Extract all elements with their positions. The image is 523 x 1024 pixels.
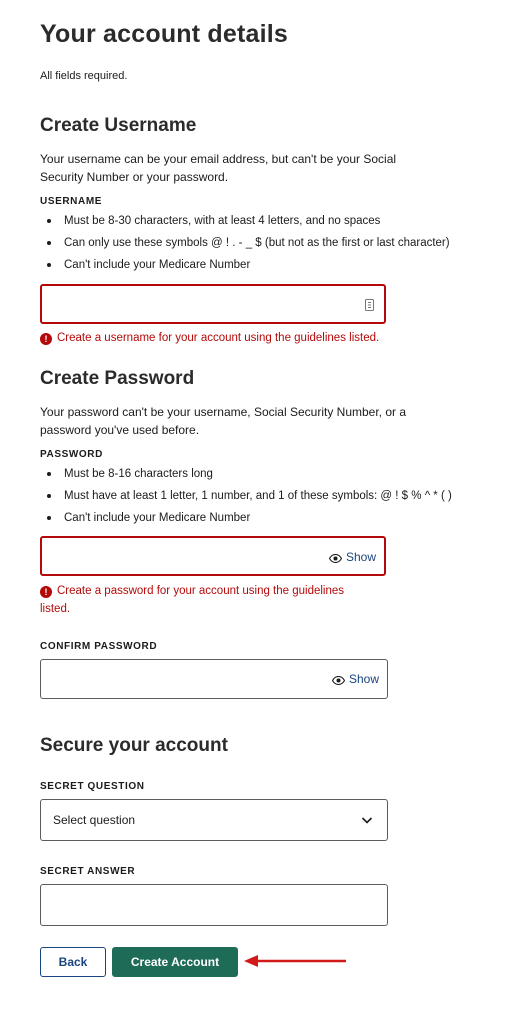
show-confirm-password-label: Show — [348, 672, 379, 686]
username-rule: Can't include your Medicare Number — [40, 254, 450, 276]
keyboard-icon — [365, 299, 374, 311]
username-error — [40, 329, 379, 347]
password-input[interactable] — [40, 536, 386, 576]
password-description-line1: Your password can't be your username, Social Security Number, or a — [40, 405, 407, 419]
username-input[interactable] — [40, 284, 386, 324]
username-description-line2: Security Number or your password. — [40, 170, 229, 184]
username-label: USERNAME — [40, 196, 103, 207]
secret-question-select[interactable] — [40, 799, 388, 841]
confirm-password-input[interactable] — [40, 659, 388, 699]
password-rule: Must be 8-16 characters long — [40, 463, 452, 485]
exclamation-circle-icon: ! — [40, 586, 52, 598]
eye-icon — [329, 554, 342, 563]
page-title: Your account details — [40, 20, 289, 48]
secret-answer-label: SECRET ANSWER — [40, 866, 136, 877]
password-rule: Can't include your Medicare Number — [40, 507, 452, 529]
username-description — [40, 150, 500, 186]
username-error-text: Create a username for your account using the guidelines listed. — [57, 332, 380, 344]
password-description-line2: password you've used before. — [40, 423, 200, 437]
secure-heading: Secure your account — [40, 735, 228, 756]
password-rules — [40, 463, 452, 529]
username-rule: Must be 8-30 characters, with at least 4 letters, and no spaces — [40, 210, 450, 232]
password-rule: Must have at least 1 letter, 1 number, and 1 of these symbols: @ ! $ % ^ * ( ) — [40, 485, 452, 507]
secret-answer-input[interactable] — [40, 884, 388, 926]
password-description — [40, 403, 500, 439]
confirm-password-label: CONFIRM PASSWORD — [40, 641, 158, 652]
arrow-left-icon — [244, 954, 348, 968]
username-rule: Can only use these symbols @ ! . - _ $ (but not as the first or last character) — [40, 232, 450, 254]
exclamation-circle-icon: ! — [40, 333, 52, 345]
password-label: PASSWORD — [40, 449, 103, 460]
eye-icon — [332, 676, 345, 685]
required-note: All fields required. — [40, 70, 128, 82]
username-rules — [40, 210, 450, 276]
show-password-toggle[interactable] — [329, 538, 376, 576]
password-error — [40, 582, 400, 618]
password-error-text-line2: listed. — [40, 603, 71, 615]
back-button[interactable]: Back — [40, 947, 106, 977]
username-description-line1: Your username can be your email address, but can't be your Social — [40, 152, 397, 166]
password-error-text-line1: Create a password for your account using the guidelines — [57, 585, 345, 597]
show-confirm-password-toggle[interactable] — [332, 660, 379, 698]
show-password-label: Show — [345, 550, 376, 564]
password-heading: Create Password — [40, 368, 195, 389]
secret-question-label: SECRET QUESTION — [40, 781, 145, 792]
secret-question-selected: Select question — [53, 813, 136, 827]
create-account-button[interactable]: Create Account — [112, 947, 238, 977]
username-heading: Create Username — [40, 115, 197, 136]
chevron-down-icon — [361, 814, 373, 826]
